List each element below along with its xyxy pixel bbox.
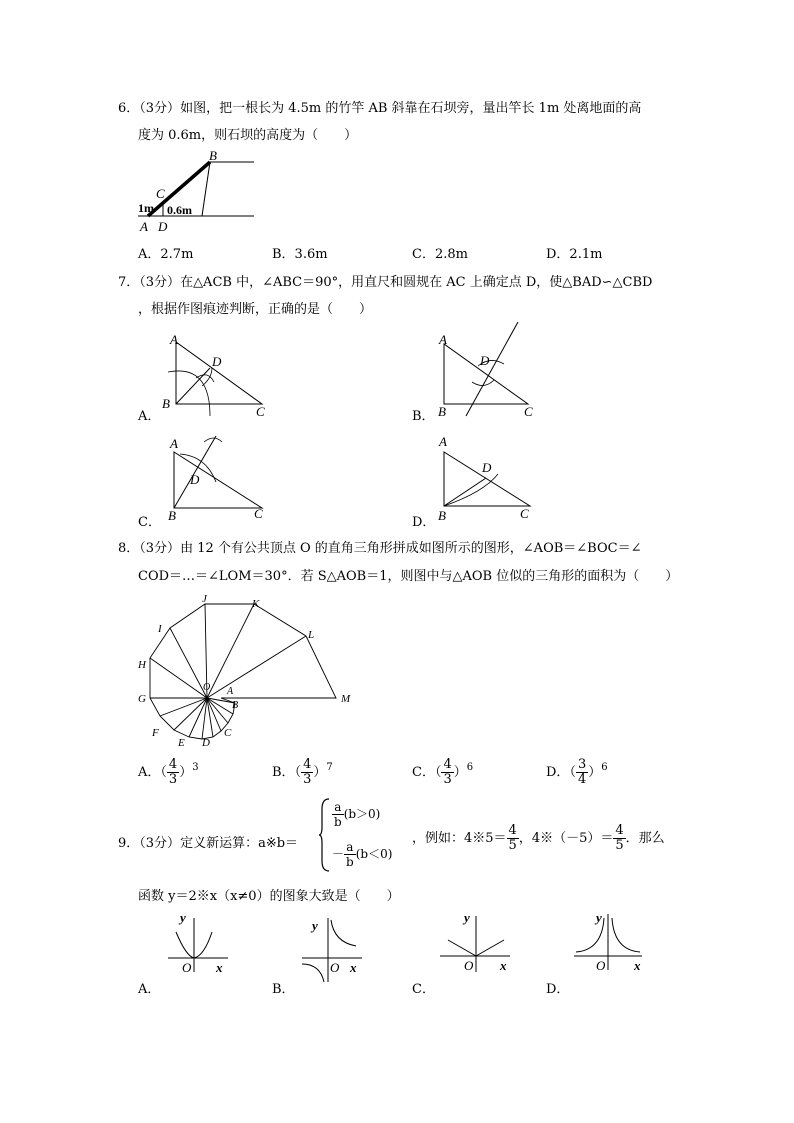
q6-score: （3分） [139,101,181,116]
q7-line2: ，根据作图痕迹判断，正确的是（ ） [138,302,373,317]
q9-brace [318,797,332,873]
q8-option-c: C．（ $\frac{4}{3}$ ）$^6$ [412,757,474,787]
q7b-label-a: A [439,332,447,347]
q8-label-h: H [138,659,146,671]
q7-option-d: D． [412,515,436,530]
q8-number: 8． [118,541,140,556]
q9-line1-start [118,832,298,851]
q9-graph-a [164,910,244,976]
q6-option-b: B．3.6m [272,247,328,262]
q7-figure-a [158,330,278,420]
q6-label-c: C [156,186,165,201]
q9-score: （3分） [139,836,181,851]
q9-graph-d [572,908,652,974]
q8-label-j: J [202,593,207,605]
q7c-label-c: C [254,506,263,521]
q7b-label-d: D [480,353,490,368]
q8-label-m: M [341,693,351,705]
q6-line2: 度为 0.6m，则石坝的高度为（ ） [138,128,358,143]
q9-intro: 定义新运算：a※b＝ [180,836,299,851]
q8-label-o: O [203,682,211,693]
q6-option-c: C．2.8m [412,247,468,262]
q6-label-d: D [158,219,168,234]
q8-line1 [118,537,641,556]
q8-label-a: A [227,686,234,697]
q6-label-h: 0.6m [167,203,192,217]
q9-graph-c [436,910,516,976]
q7d-label-b: B [438,508,446,523]
q9c-y: y [464,910,470,925]
q8-score: （3分） [139,541,181,556]
q8-text: 由 12 个有公共顶点 O 的直角三角形拼成如图所示的图形，∠AOB＝∠BOC＝∠ [180,541,642,556]
q7c-label-a: A [170,436,178,451]
q9a-x: x [216,960,223,975]
q9b-o: O [330,960,340,975]
q7-text: 在△ACB 中，∠ABC＝90°，用直尺和圆规在 AC 上确定点 D，使△BAD∽△CBD [180,275,653,290]
q7-figure-b [432,320,542,420]
q9b-y: y [312,918,318,933]
q9d-x: x [634,958,641,973]
q6-option-a: A．2.7m [138,247,194,262]
q9a-y: y [180,910,186,925]
q9c-o: O [464,958,474,973]
q8-option-a: A．（ $\frac{4}{3}$ ）$^3$ [138,757,199,787]
q9-case1: $\frac{a}{b}$ (b＞0) [334,800,381,829]
q9c-x: x [500,958,507,973]
q6-label-b: B [209,148,217,163]
q7-number: 7． [118,275,140,290]
q8-label-d: D [202,737,210,749]
q7d-label-a: A [439,434,447,449]
q8-label-b: B [232,700,239,711]
q9-option-c: C． [412,982,435,997]
q8-label-e: E [178,737,185,749]
q9d-y: y [596,910,602,925]
q8-label-f: F [152,727,159,739]
q9-example: ，例如：4※5＝ $\frac{4}{5}$ ，4※（－5）＝ $\frac{4}{5}$ ．那么 [412,823,665,853]
q7b-label-b: B [438,404,446,419]
q8-label-i: I [158,623,162,635]
q6-figure [132,148,262,234]
q9-graph-b [298,910,378,986]
q9-option-d: D． [546,982,570,997]
q7-score: （3分） [139,275,181,290]
q7d-label-d: D [482,460,492,475]
q8-option-d: D．（ $\frac{3}{4}$ ）$^6$ [546,757,608,787]
q7-line1 [118,271,652,290]
q9b-x: x [350,960,357,975]
q6-line1 [118,97,641,116]
q9-option-b: B． [272,982,295,997]
q8-label-g: G [138,693,146,705]
q9-number: 9． [118,836,140,851]
q8-line2: COD＝…＝∠LOM＝30°．若 S△AOB＝1，则图中与△AOB 位似的三角形的面积为（ ） [138,569,679,584]
q9-case2: － $\frac{a}{b}$ (b＜0) [332,840,393,869]
q9a-o: O [182,960,192,975]
q9-line2: 函数 y＝2※x（x≠0）的图象大致是（ ） [138,889,400,904]
q7d-label-c: C [520,506,529,521]
q6-label-len: 1m [138,201,154,215]
q7a-label-a: A [170,332,178,347]
q8-label-l: L [308,629,315,641]
q7-option-c: C． [138,515,161,530]
q6-number: 6． [118,101,140,116]
q7a-label-c: C [256,404,265,419]
q9-option-a: A． [138,982,161,997]
q8-option-b: B．（ $\frac{4}{3}$ ）$^7$ [272,757,333,787]
q7c-label-b: B [168,508,176,523]
q7-option-b: B． [412,409,435,424]
q7-figure-c [158,428,278,524]
q8-figure [134,590,364,750]
q7a-label-d: D [212,354,222,369]
q7-figure-d [432,432,542,524]
q7b-label-c: C [524,404,533,419]
q7-option-a: A． [138,409,161,424]
q7c-label-d: D [190,472,200,487]
q6-text: 如图，把一根长为 4.5m 的竹竿 AB 斜靠在石坝旁，量出竿长 1m 处离地面的高 [180,101,642,116]
q9d-o: O [596,958,606,973]
q7a-label-b: B [162,396,170,411]
q6-label-a: A [140,219,148,234]
q6-option-d: D．2.1m [546,247,603,262]
q8-label-k: K [252,598,260,610]
q8-label-c: C [224,727,232,739]
